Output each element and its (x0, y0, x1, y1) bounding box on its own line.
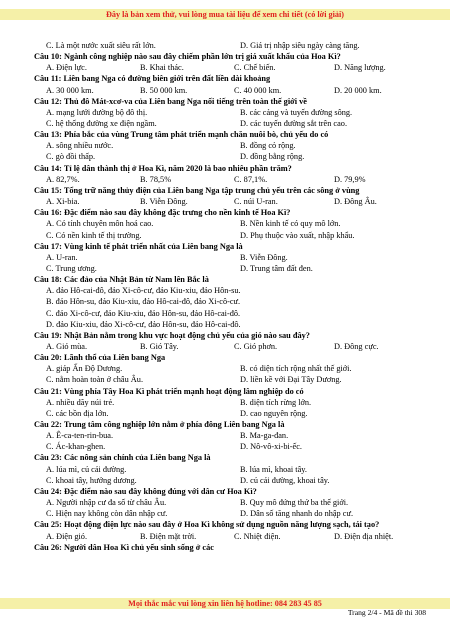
answer-option: B. đồng cỏ rộng. (240, 141, 296, 151)
answer-row (34, 408, 426, 419)
question-stem: Câu 14: Tỉ lệ dân thành thị ở Hoa Kì, năm 2020 là bao nhiêu phần trăm? (34, 163, 292, 173)
answer-option: D. Đông cực. (334, 342, 379, 352)
answer-option: A. Có tính chuyên môn hoá cao. (46, 219, 154, 229)
answer-option: C. núi U-ran. (234, 197, 278, 207)
answer-option: B. Khai thác. (140, 63, 184, 73)
answer-option: C. Nhiệt điện. (234, 531, 281, 541)
question-stem: Câu 13: Phía bắc của vùng Trung tâm phát triển mạnh chăn nuôi bò, chủ yếu do có (34, 130, 329, 140)
answer-row (34, 107, 426, 118)
answer-option: C. Trung ương. (46, 263, 97, 273)
answer-row (34, 151, 426, 162)
answer-row (34, 196, 426, 207)
question-stem: Câu 12: Thủ đô Mát-xcơ-va của Liên bang Nga nối tiếng trên toàn thế giới về (34, 96, 307, 106)
answer-option: B. Viễn Đông. (140, 197, 188, 207)
question-stem: Câu 19: Nhật Bản nằm trong khu vực hoạt động chủ yếu của gió nào sau đây? (34, 330, 310, 340)
answer-row (34, 508, 426, 519)
answer-option: D. Trung tâm đất đen. (240, 263, 313, 273)
question-stem: Câu 15: Tổng trữ năng thủy điện của Liên bang Nga tập trung chủ yếu trên các sông ở vùng (34, 185, 360, 195)
question-stem: Câu 23: Các nông sản chính của Liên bang Nga là (34, 453, 211, 463)
answer-row (34, 441, 426, 452)
answer-row (34, 363, 426, 374)
answer-option: B. lúa mì, khoai tây. (240, 464, 307, 474)
answer-option: C. đảo Xi-cô-cư, đảo Kiu-xiu, đảo Hôn-su, đảo Hô-cai-đô. (46, 308, 241, 318)
answer-option: B. Nền kinh tế có quy mô lớn. (240, 219, 341, 229)
question-stem: Câu 16: Đặc điểm nào sau đây không đặc trưng cho nền kinh tế Hoa Kì? (34, 208, 291, 218)
question-stem: Câu 26: Người dân Hoa Kì chủ yếu sinh sống ở các (34, 542, 214, 552)
answer-option: C. Ác-khan-ghen. (46, 442, 106, 452)
answer-option: A. mạng lưới đường bộ đô thị. (46, 107, 148, 117)
answer-row (34, 252, 426, 263)
answer-option: D. Năng lượng. (334, 63, 386, 73)
answer-option: B. các cảng và tuyến đường sông. (240, 107, 353, 117)
answer-option: B. diện tích rừng lớn. (240, 397, 312, 407)
answer-option: C. hệ thống đường xe điện ngầm. (46, 119, 157, 129)
answer-option: D. Đông Âu. (334, 197, 377, 207)
question-stem: Câu 20: Lãnh thổ của Liên bang Nga (34, 353, 166, 363)
answer-row (34, 140, 426, 151)
answer-option: A. nhiều dãy núi trẻ. (46, 397, 115, 407)
answer-option: C. Có nền kinh tế thị trường. (46, 230, 142, 240)
answer-option: D. đảo Kiu-xiu, đảo Xi-cô-cư, đảo Hôn-su, đảo Hô-cai-đô. (46, 319, 241, 329)
answer-option: A. 82,7%. (46, 174, 80, 184)
answer-option: D. Nô-vô-xi-bi-ếc. (240, 442, 302, 452)
answer-option: C. 40 000 km. (234, 85, 282, 95)
answer-row (34, 430, 426, 441)
answer-option: A. đảo Hô-cai-đô, đảo Xi-cô-cư, đảo Kiu-xiu, đảo Hôn-su. (46, 286, 241, 296)
answer-option: C. Hiện nay không còn dân nhập cư. (46, 509, 168, 519)
question-stem: Câu 25: Hoạt động điện lực nào sau đây ở Hoa Kì không sử dụng nguồn năng lượng sạch, tái tạo? (34, 520, 380, 530)
answer-row (34, 475, 426, 486)
answer-row (34, 341, 426, 352)
answer-row (34, 374, 426, 385)
answer-option: D. củ cải đường, khoai tây. (240, 475, 330, 485)
answer-option: B. Quy mô đứng thứ ba thế giới. (240, 498, 349, 508)
question-list (34, 40, 426, 553)
answer-option: D. đồng bằng rộng. (240, 152, 305, 162)
question-stem: Câu 22: Trung tâm công nghiệp lớn nằm ở phía đông Liên bang Nga là (34, 420, 285, 430)
answer-option: B. Gió Tây. (140, 342, 179, 352)
answer-row (34, 118, 426, 129)
answer-row (34, 497, 426, 508)
answer-row (34, 263, 426, 274)
answer-option: C. Là một nước xuất siêu rất lớn. (46, 41, 156, 50)
answer-row (34, 531, 426, 542)
answer-option: B. đảo Hôn-su, đảo Kiu-xiu, đảo Hô-cai-đô, đảo Xi-cô-cư. (46, 297, 241, 307)
answer-option: C. Chế biến. (234, 63, 276, 73)
answer-row (34, 85, 426, 96)
answer-option: D. Dân số tăng nhanh do nhập cư. (240, 509, 354, 519)
answer-option: B. Điện mặt trời. (140, 531, 197, 541)
answer-option: C. các bồn địa lớn. (46, 408, 109, 418)
answer-row (34, 218, 426, 229)
hotline-banner: Mọi thắc mắc vui lòng xin liên hệ hotline: 084 283 45 85 (0, 598, 450, 609)
answer-option: A. Điện lực. (46, 63, 87, 73)
answer-option: A. 30 000 km. (46, 85, 94, 95)
answer-option: A. Điện gió. (46, 531, 88, 541)
answer-option: B. 50 000 km. (140, 85, 188, 95)
question-stem: Câu 11: Liên bang Nga có đường biên giới trên đất liền dài khoảng (34, 74, 271, 84)
answer-option: A. lúa mì, củ cải đường. (46, 464, 127, 474)
answer-option: D. cao nguyên rộng. (240, 408, 308, 418)
answer-option: D. Điện địa nhiệt. (334, 531, 394, 541)
answer-row (34, 230, 426, 241)
answer-option: A. sông nhiều nước. (46, 141, 114, 151)
question-stem: Câu 17: Vùng kinh tế phát triển nhất của Liên bang Nga là (34, 241, 243, 251)
answer-option: D. 79,9% (334, 174, 366, 184)
answer-option: A. Người nhập cư đa số từ châu Âu. (46, 498, 167, 508)
question-stem: Câu 18: Các đảo của Nhật Bản từ Nam lên Bắc là (34, 275, 209, 285)
answer-option: A. Xi-bia. (46, 197, 80, 207)
answer-option: A. Gió mùa. (46, 342, 88, 352)
page-footer: Trang 2/4 - Mã đề thi 308 (347, 608, 426, 617)
answer-option: B. Ma-ga-đan. (240, 431, 289, 441)
answer-option: C. gò đồi thấp. (46, 152, 96, 162)
answer-row (34, 397, 426, 408)
answer-option: A. giáp Ấn Độ Dương. (46, 364, 123, 374)
answer-row (34, 174, 426, 185)
question-stem: Câu 10: Ngành công nghiệp nào sau đây chiếm phần lớn trị giá xuất khẩu của Hoa Kì? (34, 52, 341, 62)
answer-option: B. Viễn Đông. (240, 252, 288, 262)
question-stem: Câu 21: Vùng phía Tây Hoa Kì phát triển mạnh hoạt động lâm nghiệp do có (34, 386, 304, 396)
answer-option: B. 78,5% (140, 174, 172, 184)
answer-option: C. khoai tây, hướng dương. (46, 475, 137, 485)
answer-option: C. nằm hoàn toàn ở châu Âu. (46, 375, 144, 385)
answer-row (34, 62, 426, 73)
answer-option: D. liền kề với Đại Tây Dương. (240, 375, 342, 385)
answer-option: B. có diện tích rộng nhất thế giới. (240, 364, 352, 374)
answer-option: A. U-ran. (46, 252, 78, 262)
answer-option: D. Giá trị nhập siêu ngày càng tăng. (240, 41, 360, 50)
question-stem: Câu 24: Đặc điểm nào sau đây không đúng với dân cư Hoa Kì? (34, 486, 257, 496)
answer-row (34, 464, 426, 475)
answer-option: C. 87,1%. (234, 174, 268, 184)
answer-option: D. Phụ thuộc vào xuất, nhập khẩu. (240, 230, 355, 240)
answer-option: C. Gió phơn. (234, 342, 278, 352)
answer-option: D. 20 000 km. (334, 85, 382, 95)
answer-option: A. Ê-ca-ten-rin-bua. (46, 431, 114, 441)
preview-banner: Đây là bản xem thử, vui lòng mua tài liệu để xem chi tiết (có lời giải) (0, 9, 450, 20)
answer-option: D. các tuyến đường sắt trên cao. (240, 119, 348, 129)
answer-row (34, 40, 426, 51)
